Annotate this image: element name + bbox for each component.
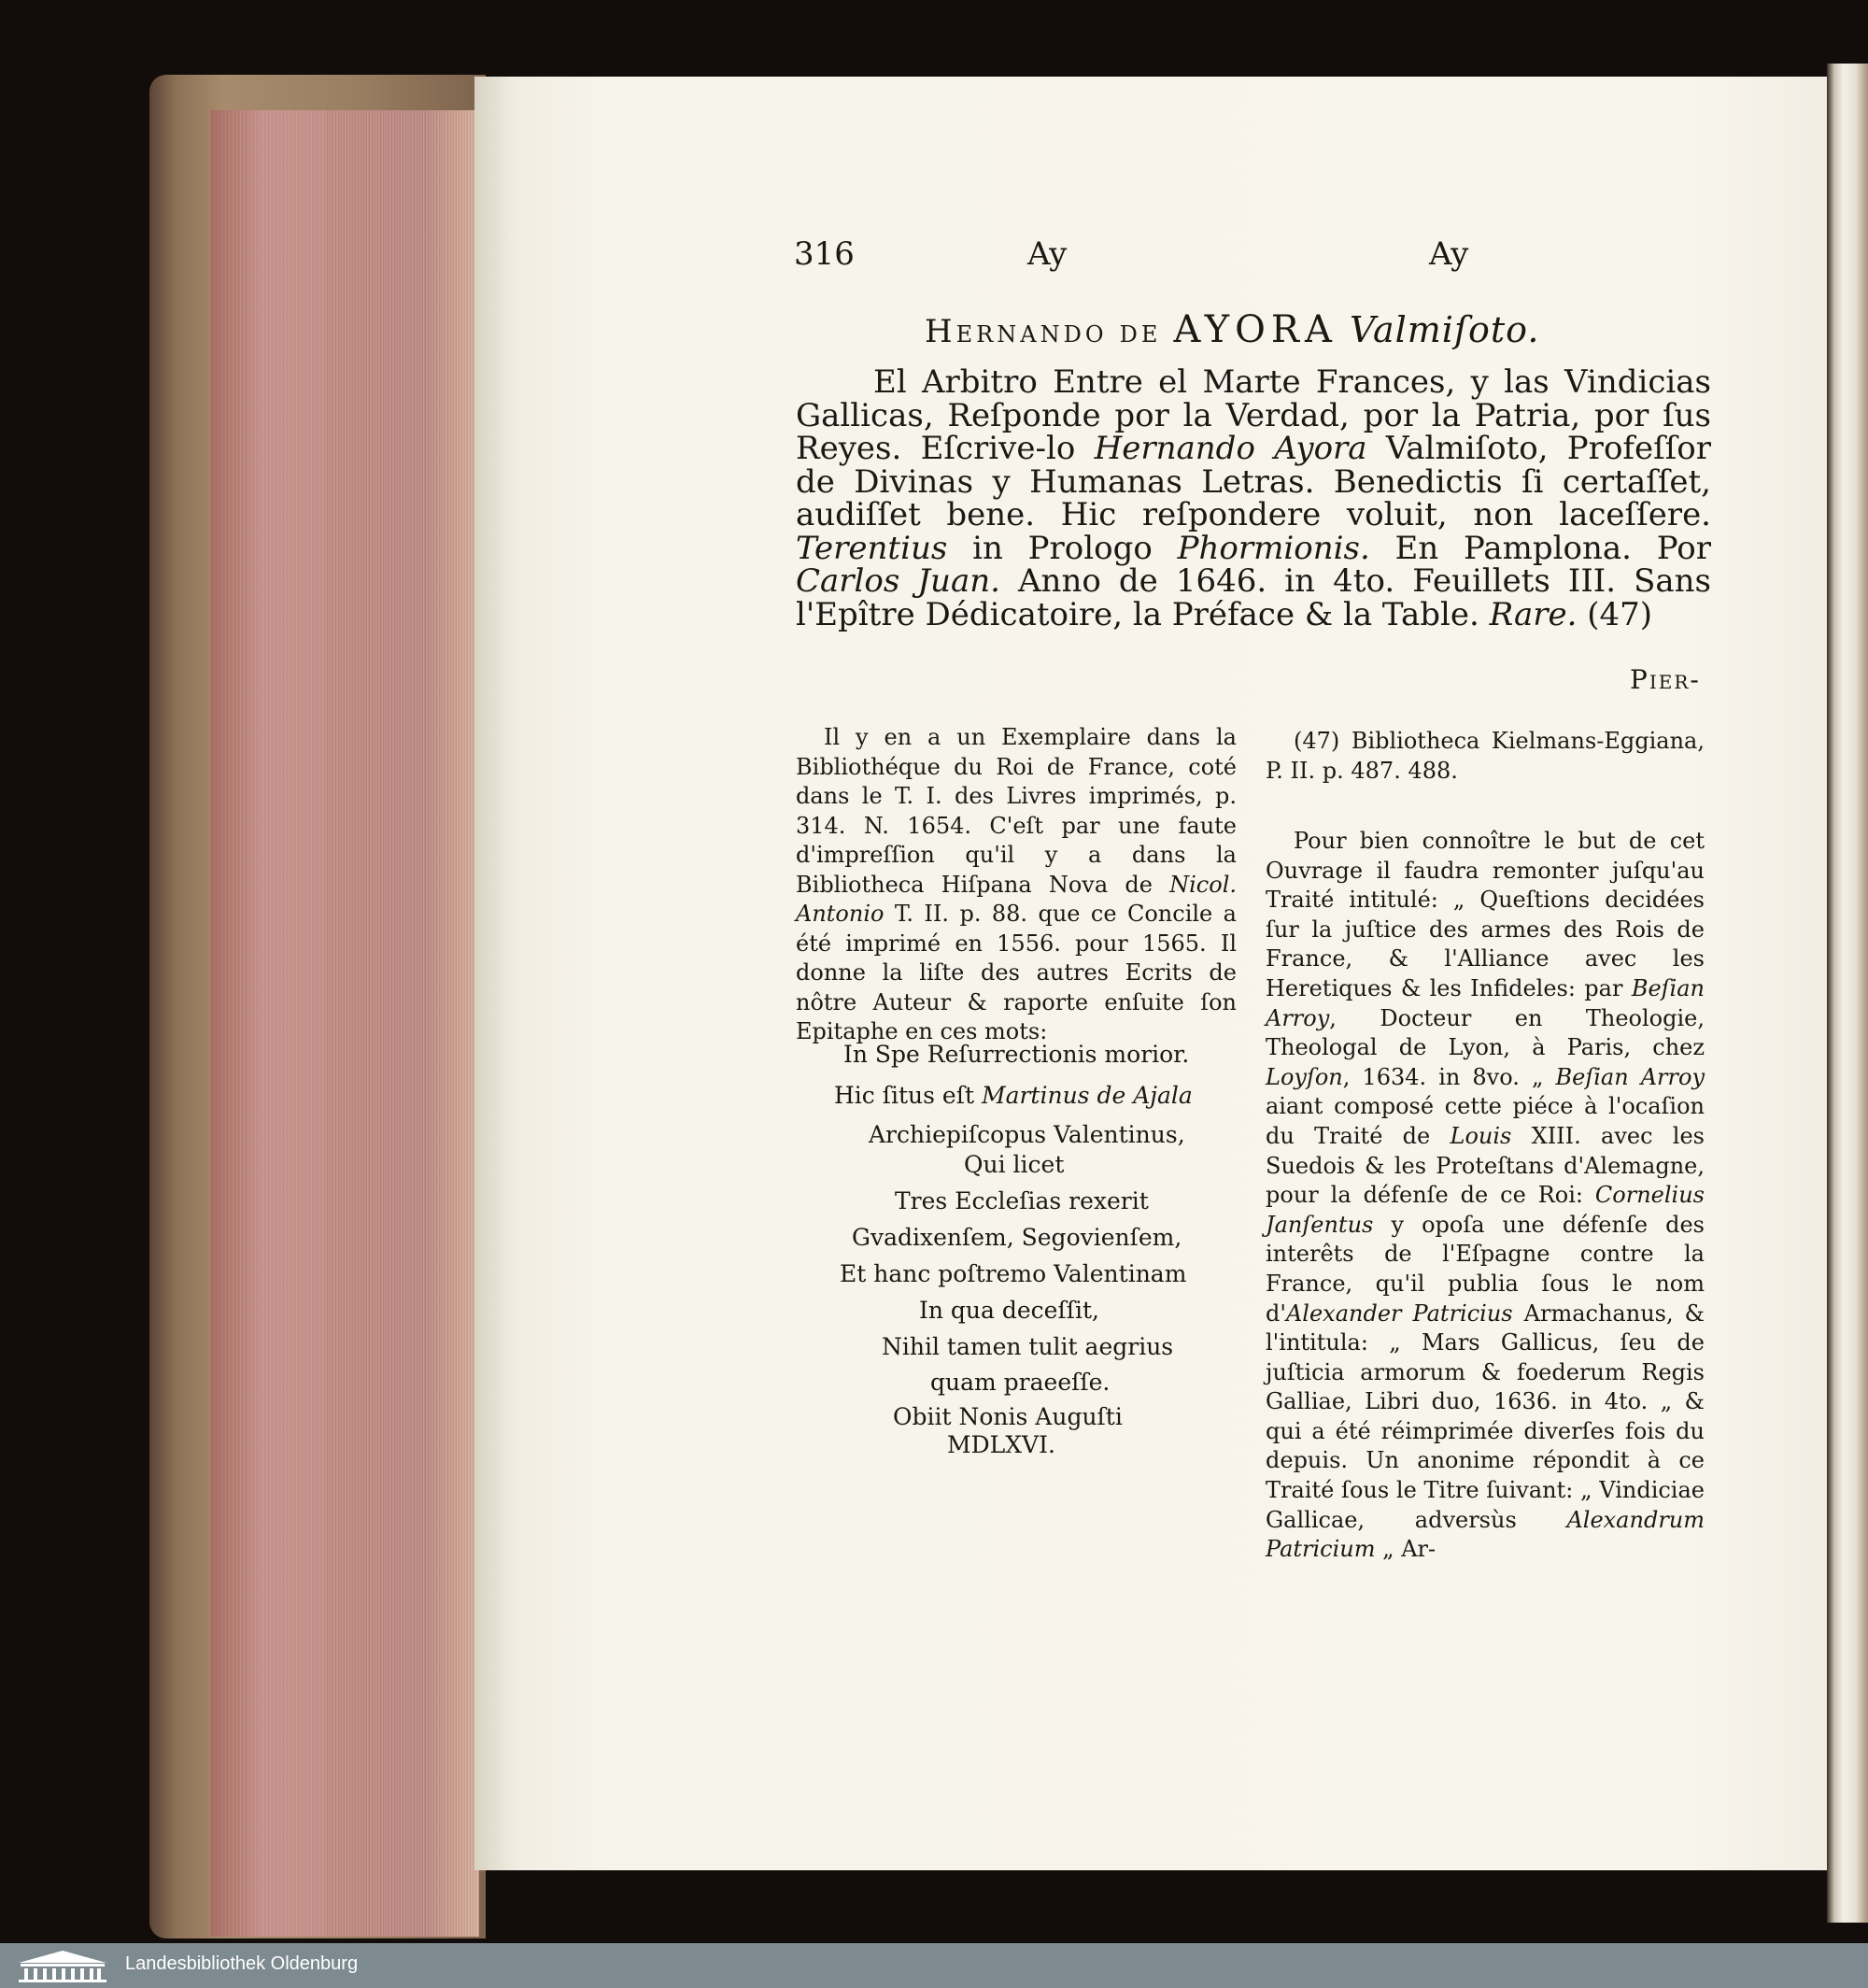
epitaph-line: Qui licet xyxy=(964,1151,1065,1178)
note-text: T. II. p. 88. que ce Concile a été imprimé en 1556. pour 1565. Il donne la liſte des autres Ecrits de nôtre Auteur & raporte enſuite ſon Epitaphe en ces mots: xyxy=(796,901,1237,1044)
epitaph-line: Gvadixenſem, Segovienſem, xyxy=(852,1224,1182,1251)
running-head-left: Ay xyxy=(1027,235,1068,273)
note-text: Armachanus, & l'intitula: „ Mars Gallicus, ſeu de juſticia armorum & foederum Regis Galliae, Libri duo, 1636. in 4to. „ & qui a été réimprimée diverſes fois du depuis. Un anonime répondit à ce Traité ſous le Titre ſuivant: „ Vindiciae Gallicae, adversùs xyxy=(1266,1299,1705,1533)
footnote-right-column xyxy=(1266,827,1705,1565)
note-text: „ Ar- xyxy=(1375,1536,1436,1563)
entry-terence: Terentius xyxy=(796,529,948,567)
epitaph-line xyxy=(834,1082,1193,1109)
footnote-ref-47: (47) Bibliotheca Kielmans-Eggiana, P. II. p. 487. 488. xyxy=(1266,728,1705,784)
note-text: XIII. avec les Suedois & les Proteſtans d'Alemagne, pour la défenſe de ce Roi: xyxy=(1266,1122,1705,1209)
epitaph-line: Obiit Nonis Auguſti xyxy=(893,1403,1123,1430)
epitaph-line: quam praeeſſe. xyxy=(930,1369,1111,1396)
catchword: Pier- xyxy=(1630,664,1701,695)
note-name: Beſian Arroy xyxy=(1555,1063,1705,1090)
note-name: Cornelius Janſentus xyxy=(1266,1182,1705,1238)
page-number: 316 xyxy=(794,235,855,273)
library-name: Landesbibliothek Oldenburg xyxy=(125,1953,359,1974)
epitaph-line: Et hanc poſtremo Valentinam xyxy=(840,1260,1187,1287)
note-text: , Docteur en Theologie, Theologal de Lyon, à Paris, chez xyxy=(1266,1004,1705,1061)
heading-surname: AYORA xyxy=(1173,308,1337,351)
heading-first-name: Hernando xyxy=(925,313,1108,350)
heading-second-surname: Valmiſoto. xyxy=(1350,309,1540,350)
note-text: aiant composé cette piéce à l'ocaſion du Traité de xyxy=(1266,1093,1705,1149)
note-nicol-antonio: Nicol. Antonio xyxy=(796,871,1237,927)
entry-text: Valmiſoto, Profeſſor de Divinas y Humanas Letras. Benedictis ſi certaſſet, audiſſet bene. Hic reſpondere voluit, non laceſſere. xyxy=(796,430,1712,533)
facing-page-edge xyxy=(1827,64,1868,1923)
epitaph-text: Hic ſitus eſt xyxy=(834,1082,982,1109)
entry-text: Anno de 1646. in 4to. Feuillets III. Sans l'Epître Dédicatoire, la Préface & la Table. xyxy=(796,562,1712,633)
epitaph-line: Archiepiſcopus Valentinus, xyxy=(869,1121,1185,1148)
epitaph-line: In qua deceſſit, xyxy=(919,1297,1099,1324)
entry-printer: Carlos Juan. xyxy=(796,562,1000,600)
note-name: Alexandrum Patricium xyxy=(1266,1506,1705,1563)
note-text: Pour bien connoître le but de cet Ouvrage il faudra remonter juſqu'au Traité intitulé: „ Queſtions decidées ſur la juſtice des armes des Rois de France, & l'Alliance avec les Heretiques & les Infideles: par xyxy=(1266,828,1705,1001)
bibliographic-entry xyxy=(796,363,1712,633)
footnote-left-column xyxy=(796,723,1237,1047)
entry-note-ref: (47) xyxy=(1577,595,1653,633)
entry-text: En Pamplona. Por xyxy=(1369,529,1711,567)
entry-phormio: Phormionis. xyxy=(1177,529,1370,567)
note-name: Beſian Arroy xyxy=(1266,974,1705,1031)
note-name: Louis xyxy=(1450,1122,1512,1149)
entry-text: in Prologo xyxy=(947,529,1178,567)
note-name: Alexander Patricius xyxy=(1285,1299,1513,1327)
epitaph-line: In Spe Reſurrectionis morior. xyxy=(843,1041,1190,1068)
heading-particle: de xyxy=(1119,313,1162,350)
epitaph-line: Tres Eccleſias rexerit xyxy=(895,1187,1149,1214)
entry-rare: Rare. xyxy=(1489,595,1578,633)
note-text: Il y en a un Exemplaire dans la Bibliothéque du Roi de France, coté dans le T. I. des Livres imprimés, p. 314. N. 1654. C'eſt par une faute d'impreſſion qu'il y a dans la Bibliotheca Hiſpana Nova de xyxy=(796,724,1237,898)
note-name: Loyſon xyxy=(1266,1063,1343,1090)
note-text: y opoſa une défenſe des interêts de l'Eſpagne contre la France, qu'il publia ſous le nom d' xyxy=(1266,1211,1705,1327)
running-head-right: Ay xyxy=(1429,235,1469,273)
entry-author: Hernando Ayora xyxy=(1094,430,1367,467)
entry-text: El Arbitro Entre el Marte Frances, y las Vindicias Gallicas, Reſponde por la Verdad, por la Patria, por ſus Reyes. Eſcrive-lo xyxy=(796,363,1711,467)
epitaph-line: Nihil tamen tulit aegrius xyxy=(882,1333,1174,1360)
epitaph-line: MDLXVI. xyxy=(947,1431,1055,1458)
entry-heading xyxy=(925,308,1539,351)
note-text: , 1634. in 8vo. „ xyxy=(1342,1063,1556,1090)
epitaph-name: Martinus de Ajala xyxy=(981,1082,1193,1109)
page-edges-texture xyxy=(327,110,481,1937)
library-building-icon xyxy=(13,1948,112,1983)
